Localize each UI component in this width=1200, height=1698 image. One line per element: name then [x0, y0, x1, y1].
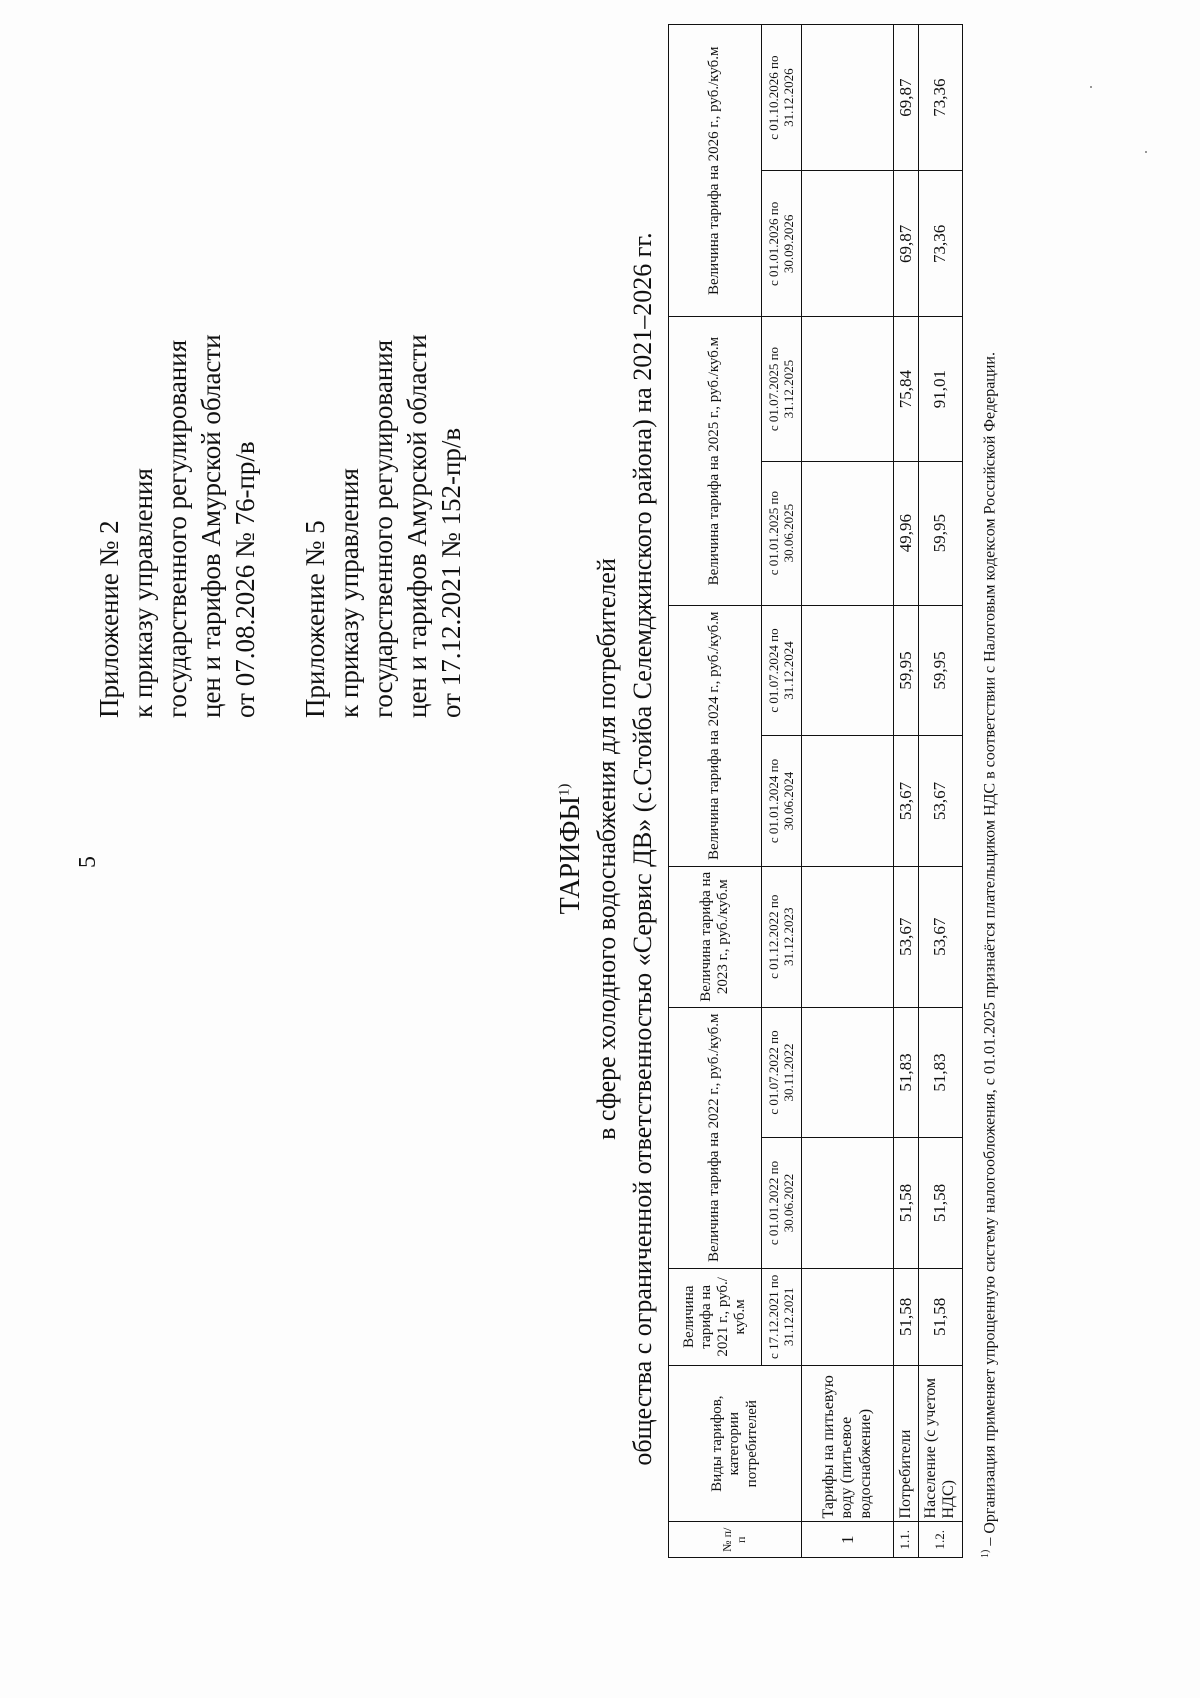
- value-cell: 49,96: [894, 461, 919, 605]
- period-cell: с 01.01.2024 по 30.06.2024: [762, 736, 802, 867]
- note-line: цен и тарифов Амурской области: [402, 334, 432, 718]
- header-num: № п/п: [669, 1522, 802, 1558]
- document-subtitle-2: общества с ограниченной ответственностью «Сервис ДВ» (с.Стойба Селемджинского района) на 2021–2026 гг.: [628, 232, 657, 1466]
- period-cell: с 01.07.2022 по 30.11.2022: [762, 1007, 802, 1138]
- value-cell: 53,67: [894, 866, 919, 1007]
- value-cell: 75,84: [894, 317, 919, 461]
- header-year-2023: Величина тарифа на 2023 г., руб./куб.м: [669, 866, 762, 1007]
- row-num: 1: [802, 1522, 894, 1558]
- document-title: [555, 0, 587, 1698]
- title-text: ТАРИФЫ: [555, 796, 586, 915]
- appendix-note-5: [298, 334, 468, 718]
- value-cell: 59,95: [918, 605, 962, 736]
- header-kind: Виды тарифов, категории потребителей: [669, 1365, 802, 1522]
- period-cell: с 01.01.2025 по 30.06.2025: [762, 461, 802, 605]
- period-cell: с 01.10.2026 по 31.12.2026: [762, 25, 802, 171]
- value-cell: 59,95: [918, 461, 962, 605]
- value-cell: 73,36: [918, 171, 962, 317]
- value-cell: [802, 605, 894, 736]
- period-cell: с 01.07.2024 по 31.12.2024: [762, 605, 802, 736]
- document-subtitle-1: в сфере холодного водоснабжения для потребителей: [592, 558, 621, 1140]
- value-cell: 69,87: [894, 25, 919, 171]
- value-cell: 51,58: [894, 1138, 919, 1269]
- value-cell: 51,83: [918, 1007, 962, 1138]
- header-year-2025: Величина тарифа на 2025 г., руб./куб.м: [669, 317, 762, 605]
- value-cell: [802, 25, 894, 171]
- header-year-2024: Величина тарифа на 2024 г., руб./куб.м: [669, 605, 762, 866]
- note-line: от 07.08.2026 № 76-пр/в: [230, 441, 260, 718]
- value-cell: 69,87: [894, 171, 919, 317]
- note-line: от 17.12.2021 № 152-пр/в: [436, 427, 466, 718]
- footnote-text: – Организация применяет упрощенную систему налогообложения, с 01.01.2025 признаётся плательщиком НДС в соответствии с Налоговым кодексом Российской Федерации.: [981, 352, 999, 1550]
- value-cell: [802, 1268, 894, 1365]
- note-line: Приложение № 2: [94, 520, 124, 718]
- value-cell: [802, 317, 894, 461]
- note-line: Приложение № 5: [300, 520, 330, 718]
- value-cell: [802, 736, 894, 867]
- value-cell: 51,58: [894, 1268, 919, 1365]
- row-label: Тарифы на питьевую воду (питьевое водоснабжение): [802, 1365, 894, 1522]
- value-cell: 91,01: [918, 317, 962, 461]
- value-cell: [802, 1007, 894, 1138]
- period-cell: с 01.07.2025 по 31.12.2025: [762, 317, 802, 461]
- value-cell: [802, 866, 894, 1007]
- note-line: государственного регулирования: [368, 339, 398, 718]
- value-cell: 53,67: [918, 866, 962, 1007]
- value-cell: 51,83: [894, 1007, 919, 1138]
- value-cell: [802, 1138, 894, 1269]
- footnote: [975, 38, 1001, 1558]
- scan-speck: [1145, 151, 1147, 153]
- row-num: 1.2.: [918, 1522, 962, 1558]
- title-footnote-mark: 1): [556, 783, 573, 797]
- period-cell: с 17.12.2021 по 31.12.2021: [762, 1268, 802, 1365]
- note-line: государственного регулирования: [162, 339, 192, 718]
- appendix-note-2: [92, 334, 262, 718]
- period-cell: с 01.12.2022 по 31.12.2023: [762, 866, 802, 1007]
- table-row: [894, 25, 919, 1558]
- value-cell: 73,36: [918, 25, 962, 171]
- value-cell: [802, 171, 894, 317]
- value-cell: 53,67: [918, 736, 962, 867]
- value-cell: 53,67: [894, 736, 919, 867]
- tariff-table: [668, 24, 963, 1558]
- page-number: 5: [75, 856, 101, 868]
- scan-speck: [1090, 86, 1092, 88]
- row-num: 1.1.: [894, 1522, 919, 1558]
- value-cell: 51,58: [918, 1268, 962, 1365]
- value-cell: [802, 461, 894, 605]
- note-line: к приказу управления: [334, 468, 364, 718]
- header-year-2021: Величина тарифа на 2021 г., руб./куб.м: [669, 1268, 762, 1365]
- footnote-mark: 1): [980, 1549, 991, 1558]
- header-year-2022: Величина тарифа на 2022 г., руб./куб.м: [669, 1007, 762, 1268]
- value-cell: 51,58: [918, 1138, 962, 1269]
- table-row: [802, 25, 894, 1558]
- note-line: цен и тарифов Амурской области: [196, 334, 226, 718]
- header-year-2026: Величина тарифа на 2026 г., руб./куб.м: [669, 25, 762, 318]
- period-cell: с 01.01.2026 по 30.09.2026: [762, 171, 802, 317]
- table-row: [918, 25, 962, 1558]
- row-label: Население (с учетом НДС): [918, 1365, 962, 1522]
- period-cell: с 01.01.2022 по 30.06.2022: [762, 1138, 802, 1269]
- row-label: Потребители: [894, 1365, 919, 1522]
- note-line: к приказу управления: [128, 468, 158, 718]
- value-cell: 59,95: [894, 605, 919, 736]
